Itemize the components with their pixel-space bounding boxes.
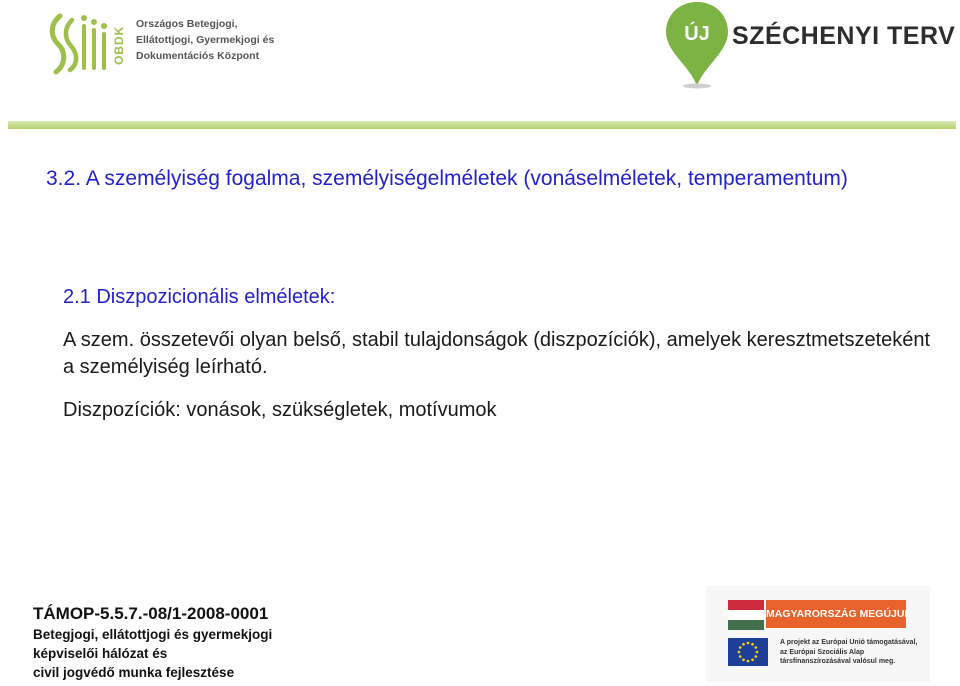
definition-paragraph: A szem. összetevői olyan belső, stabil tulajdonságok (diszpozíciók), amelyek keresztmetszeteként a személyiség leírható. xyxy=(63,329,931,378)
obdk-logo xyxy=(46,10,276,78)
obdk-line: Országos Betegjogi, xyxy=(136,18,238,30)
obdk-line: Dokumentációs Központ xyxy=(136,50,260,62)
eu-text-line: A projekt az Európai Unió támogatásával, xyxy=(780,639,918,646)
dispositions-line: Diszpozíciók: vonások, szükségletek, motívumok xyxy=(63,399,497,421)
szechenyi-terv-text: SZÉCHENYI TERV xyxy=(732,22,956,50)
szechenyi-pin-label: ÚJ xyxy=(684,23,710,45)
map-pin-icon xyxy=(664,0,730,90)
obdk-line: Ellátottjogi, Gyermekjogi és xyxy=(136,34,275,46)
magyarorszag-megujul-banner: MAGYARORSZÁG MEGÚJUL xyxy=(766,600,906,628)
footer-project-info xyxy=(33,603,272,682)
project-code: TÁMOP-5.5.7.-08/1-2008-0001 xyxy=(33,604,269,623)
header-divider xyxy=(8,121,956,129)
footer-line: képviselői hálózat és xyxy=(33,646,168,661)
eu-text-line: társfinanszírozásával valósul meg. xyxy=(780,658,896,665)
footer-line: civil jogvédő munka fejlesztése xyxy=(33,665,235,680)
subheading: 2.1 Diszpozicionális elméletek: xyxy=(63,286,336,308)
footer-line: Betegjogi, ellátottjogi és gyermekjogi xyxy=(33,627,273,642)
obdk-name xyxy=(136,16,274,64)
eu-flag-icon xyxy=(728,638,768,666)
obdk-emblem-icon xyxy=(46,10,116,76)
eu-text-line: az Európai Szociális Alap xyxy=(780,648,865,656)
hungarian-flag-icon xyxy=(728,600,764,630)
szechenyi-terv-logo xyxy=(664,0,956,90)
eu-funding-block xyxy=(706,586,930,682)
obdk-vertical-label: OBDK xyxy=(112,25,126,65)
eu-funding-text xyxy=(780,638,917,667)
section-title: 3.2. A személyiség fogalma, személyiségelméletek (vonáselméletek, temperamentum) xyxy=(46,167,848,190)
